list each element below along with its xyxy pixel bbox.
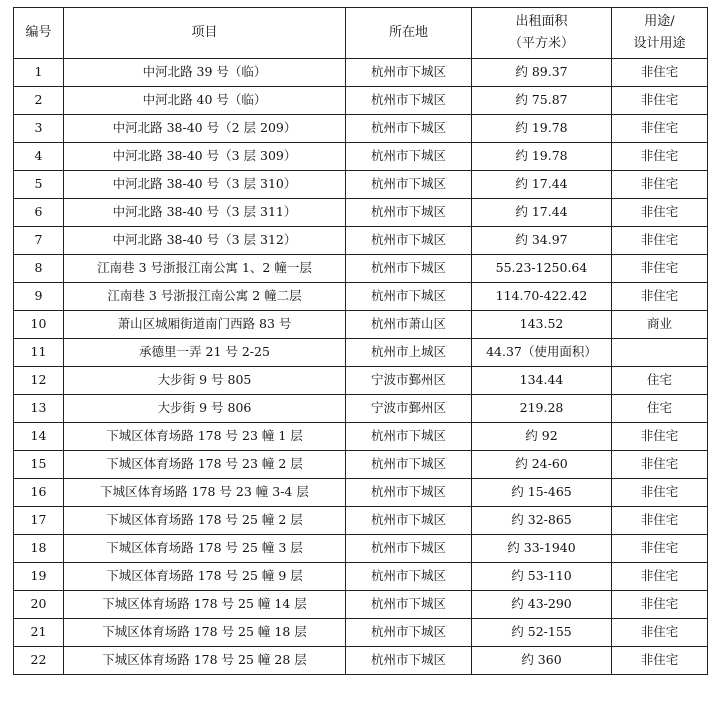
cell-usage: 非住宅 bbox=[612, 255, 708, 283]
cell-usage: 非住宅 bbox=[612, 423, 708, 451]
table-row bbox=[14, 619, 708, 647]
cell-usage: 非住宅 bbox=[612, 59, 708, 87]
cell-no: 1 bbox=[14, 59, 64, 87]
cell-location: 杭州市下城区 bbox=[346, 647, 472, 675]
cell-no: 14 bbox=[14, 423, 64, 451]
cell-usage: 住宅 bbox=[612, 367, 708, 395]
cell-usage: 非住宅 bbox=[612, 115, 708, 143]
cell-location: 杭州市下城区 bbox=[346, 283, 472, 311]
cell-no: 18 bbox=[14, 535, 64, 563]
table-row bbox=[14, 171, 708, 199]
table-row bbox=[14, 535, 708, 563]
header-usage-line1: 用途/ bbox=[644, 14, 675, 29]
header-location: 所在地 bbox=[346, 8, 472, 59]
cell-location: 杭州市下城区 bbox=[346, 423, 472, 451]
table-row bbox=[14, 563, 708, 591]
cell-location: 杭州市下城区 bbox=[346, 479, 472, 507]
cell-location: 宁波市鄞州区 bbox=[346, 395, 472, 423]
cell-location: 杭州市下城区 bbox=[346, 535, 472, 563]
cell-area: 134.44 bbox=[472, 367, 612, 395]
table-row bbox=[14, 591, 708, 619]
table-row bbox=[14, 339, 708, 367]
cell-no: 12 bbox=[14, 367, 64, 395]
table-row bbox=[14, 115, 708, 143]
cell-area: 约 89.37 bbox=[472, 59, 612, 87]
table-row bbox=[14, 59, 708, 87]
cell-no: 22 bbox=[14, 647, 64, 675]
cell-location: 杭州市下城区 bbox=[346, 143, 472, 171]
cell-usage: 非住宅 bbox=[612, 647, 708, 675]
table-row bbox=[14, 199, 708, 227]
cell-area: 143.52 bbox=[472, 311, 612, 339]
cell-no: 11 bbox=[14, 339, 64, 367]
cell-location: 杭州市下城区 bbox=[346, 563, 472, 591]
cell-area: 约 43-290 bbox=[472, 591, 612, 619]
cell-item: 下城区体育场路 178 号 25 幢 2 层 bbox=[64, 507, 346, 535]
cell-usage: 商业 bbox=[612, 311, 708, 339]
cell-no: 19 bbox=[14, 563, 64, 591]
cell-no: 7 bbox=[14, 227, 64, 255]
cell-item: 下城区体育场路 178 号 25 幢 18 层 bbox=[64, 619, 346, 647]
cell-area: 约 32-865 bbox=[472, 507, 612, 535]
table-row bbox=[14, 479, 708, 507]
cell-item: 中河北路 38-40 号（3 层 309） bbox=[64, 143, 346, 171]
cell-item: 下城区体育场路 178 号 25 幢 28 层 bbox=[64, 647, 346, 675]
cell-area: 约 34.97 bbox=[472, 227, 612, 255]
cell-no: 4 bbox=[14, 143, 64, 171]
cell-location: 杭州市萧山区 bbox=[346, 311, 472, 339]
cell-no: 3 bbox=[14, 115, 64, 143]
cell-area: 约 75.87 bbox=[472, 87, 612, 115]
cell-usage: 非住宅 bbox=[612, 87, 708, 115]
table-row bbox=[14, 367, 708, 395]
cell-usage: 非住宅 bbox=[612, 283, 708, 311]
cell-item: 下城区体育场路 178 号 25 幢 14 层 bbox=[64, 591, 346, 619]
header-row bbox=[14, 8, 708, 59]
cell-usage: 非住宅 bbox=[612, 199, 708, 227]
table-row bbox=[14, 227, 708, 255]
table-row bbox=[14, 283, 708, 311]
cell-area: 约 19.78 bbox=[472, 143, 612, 171]
cell-area: 约 33-1940 bbox=[472, 535, 612, 563]
cell-no: 13 bbox=[14, 395, 64, 423]
cell-area: 约 52-155 bbox=[472, 619, 612, 647]
cell-usage: 非住宅 bbox=[612, 591, 708, 619]
cell-item: 中河北路 38-40 号（3 层 311） bbox=[64, 199, 346, 227]
header-item: 项目 bbox=[64, 8, 346, 59]
cell-item: 江南巷 3 号浙报江南公寓 1、2 幢一层 bbox=[64, 255, 346, 283]
cell-location: 杭州市下城区 bbox=[346, 59, 472, 87]
cell-location: 杭州市上城区 bbox=[346, 339, 472, 367]
cell-area: 约 360 bbox=[472, 647, 612, 675]
cell-usage: 非住宅 bbox=[612, 563, 708, 591]
cell-area: 219.28 bbox=[472, 395, 612, 423]
cell-area: 约 53-110 bbox=[472, 563, 612, 591]
cell-no: 10 bbox=[14, 311, 64, 339]
table-row bbox=[14, 507, 708, 535]
cell-no: 21 bbox=[14, 619, 64, 647]
cell-area: 约 19.78 bbox=[472, 115, 612, 143]
cell-item: 江南巷 3 号浙报江南公寓 2 幢二层 bbox=[64, 283, 346, 311]
cell-usage: 非住宅 bbox=[612, 227, 708, 255]
cell-no: 17 bbox=[14, 507, 64, 535]
cell-item: 大步街 9 号 806 bbox=[64, 395, 346, 423]
cell-usage: 住宅 bbox=[612, 395, 708, 423]
table-header bbox=[14, 8, 708, 59]
table-row bbox=[14, 395, 708, 423]
cell-item: 中河北路 38-40 号（3 层 312） bbox=[64, 227, 346, 255]
cell-usage: 非住宅 bbox=[612, 171, 708, 199]
cell-item: 下城区体育场路 178 号 25 幢 9 层 bbox=[64, 563, 346, 591]
cell-usage: 非住宅 bbox=[612, 507, 708, 535]
table-body bbox=[14, 59, 708, 675]
cell-no: 8 bbox=[14, 255, 64, 283]
table-row bbox=[14, 87, 708, 115]
cell-location: 宁波市鄞州区 bbox=[346, 367, 472, 395]
header-no: 编号 bbox=[14, 8, 64, 59]
rental-property-table bbox=[13, 7, 708, 675]
cell-item: 下城区体育场路 178 号 23 幢 3-4 层 bbox=[64, 479, 346, 507]
cell-location: 杭州市下城区 bbox=[346, 115, 472, 143]
header-area bbox=[472, 8, 612, 59]
table-row bbox=[14, 143, 708, 171]
cell-item: 中河北路 38-40 号（3 层 310） bbox=[64, 171, 346, 199]
header-usage-line2: 设计用途 bbox=[633, 36, 686, 51]
cell-location: 杭州市下城区 bbox=[346, 619, 472, 647]
cell-item: 下城区体育场路 178 号 23 幢 1 层 bbox=[64, 423, 346, 451]
table-row bbox=[14, 423, 708, 451]
cell-item: 下城区体育场路 178 号 25 幢 3 层 bbox=[64, 535, 346, 563]
cell-location: 杭州市下城区 bbox=[346, 591, 472, 619]
cell-usage bbox=[612, 339, 708, 367]
cell-item: 下城区体育场路 178 号 23 幢 2 层 bbox=[64, 451, 346, 479]
cell-location: 杭州市下城区 bbox=[346, 199, 472, 227]
cell-usage: 非住宅 bbox=[612, 535, 708, 563]
cell-no: 20 bbox=[14, 591, 64, 619]
header-area-line1: 出租面积 bbox=[515, 14, 568, 29]
header-area-line2: （平方米） bbox=[508, 36, 574, 51]
cell-area: 55.23-1250.64 bbox=[472, 255, 612, 283]
table-row bbox=[14, 255, 708, 283]
cell-usage: 非住宅 bbox=[612, 479, 708, 507]
cell-item: 承德里一弄 21 号 2-25 bbox=[64, 339, 346, 367]
cell-no: 6 bbox=[14, 199, 64, 227]
cell-location: 杭州市下城区 bbox=[346, 227, 472, 255]
cell-no: 9 bbox=[14, 283, 64, 311]
cell-location: 杭州市下城区 bbox=[346, 171, 472, 199]
cell-area: 44.37（使用面积） bbox=[472, 339, 612, 367]
cell-no: 15 bbox=[14, 451, 64, 479]
cell-area: 约 17.44 bbox=[472, 199, 612, 227]
cell-item: 大步街 9 号 805 bbox=[64, 367, 346, 395]
cell-location: 杭州市下城区 bbox=[346, 451, 472, 479]
cell-no: 2 bbox=[14, 87, 64, 115]
cell-usage: 非住宅 bbox=[612, 451, 708, 479]
cell-usage: 非住宅 bbox=[612, 143, 708, 171]
cell-area: 114.70-422.42 bbox=[472, 283, 612, 311]
cell-location: 杭州市下城区 bbox=[346, 255, 472, 283]
cell-location: 杭州市下城区 bbox=[346, 87, 472, 115]
cell-item: 萧山区城厢街道南门西路 83 号 bbox=[64, 311, 346, 339]
cell-area: 约 92 bbox=[472, 423, 612, 451]
cell-location: 杭州市下城区 bbox=[346, 507, 472, 535]
cell-usage: 非住宅 bbox=[612, 619, 708, 647]
table-row bbox=[14, 647, 708, 675]
cell-item: 中河北路 39 号（临） bbox=[64, 59, 346, 87]
cell-area: 约 24-60 bbox=[472, 451, 612, 479]
cell-no: 16 bbox=[14, 479, 64, 507]
table-row bbox=[14, 451, 708, 479]
cell-area: 约 15-465 bbox=[472, 479, 612, 507]
header-usage bbox=[612, 8, 708, 59]
table-row bbox=[14, 311, 708, 339]
cell-no: 5 bbox=[14, 171, 64, 199]
cell-item: 中河北路 40 号（临） bbox=[64, 87, 346, 115]
cell-area: 约 17.44 bbox=[472, 171, 612, 199]
cell-item: 中河北路 38-40 号（2 层 209） bbox=[64, 115, 346, 143]
